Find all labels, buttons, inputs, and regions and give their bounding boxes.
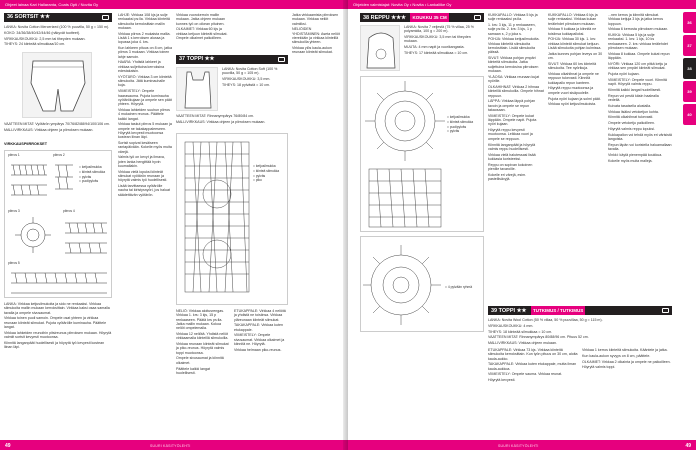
article-37-materials xyxy=(222,67,288,89)
a38-koukku: VIRKKAUSKOUKKU: 3,5 mm tai tiheyden mukaan. xyxy=(404,35,471,44)
side-tabs xyxy=(683,12,696,127)
a38-legend-2: = puolipylväs xyxy=(447,124,467,129)
article-37-body2: ETUKAPPALE: Virkkaa 4 neliötä ja yhdistä ne toisiinsa. Virkkaa yläreunaan kiinteät silmukat. TAKAKAPPALE: Virkkaa kuten etukappale. VIIMEISTELY: Ompele sivusaumat. Virkkaa olkaimet ja kiinnitä ne. Höyrytä. Virkkaa helmaan piko-reunus. xyxy=(234,309,286,352)
article-38-chart-box-2 xyxy=(360,236,484,332)
a36-tiheys: TIHEYS: 24 kiinteää silmukkaa/10 cm. xyxy=(4,42,66,47)
article-38-materials xyxy=(404,25,484,57)
article-38-col2: KUKKAPALLO: Virkkaa 5 kjs ja sulje renkaaksi ps:lla. 1. krs: 3 kjs, 11 p renkaaseen, sulje ps:lla. 2. krs: 3 kjs, 1 p samaan s, 2 p joka s. POHJA: Virkkaa ketjusilmukoita. Virkkaa kiinteitä silmukoita kerroksittain. Lisää silmukoita päissä. SIVUT: Virkkaa pohjan ympäri kiinteitä silmukoita. Jatka suljettuina kerroksina piirroksen mukaan. YLÄOSA: Virkkaa reunaan kujat nyörille. OLKAHIHNAT: Virkkaa 2 hihnaa kiinteillä silmukoilla. Ompele hihnat reppuun. LÄPPÄ: Virkkaa läppä pohjan tavoin ja ompele se repun takaosaan. VIIMEISTELY: Ompele kukat läppään. Ompele napit. Pujota nyöri kujaan. Höyrytä reppu kevyesti muotoonsa. Leikkaa vuori ja ompele se reppuun. Kiinnitä langanpäät ja höyrytä valmis reppu huolellisesti. Virkkaa vielä halutessasi lisää kukkasia koristeeksi. Reppu on sopivan kokoinen pienille tavaroille. Kokeile eri värejä, esim. pastellisävyjä. xyxy=(488,13,544,182)
piirros1-label: piirros 1 xyxy=(8,153,20,157)
piirros5-label: piirros 5 xyxy=(8,261,20,265)
camera-icon xyxy=(662,308,669,313)
article-36-difficulty: ★★ xyxy=(40,14,50,20)
camera-icon xyxy=(278,57,285,62)
side-tab-38[interactable]: 38 xyxy=(683,58,696,79)
piirros2-label: piirros 2 xyxy=(53,153,65,157)
a39-lanka: LANKA: Novita Wool Cotton (50 % villaa, 50 % puuvillaa, 50 g = 115 m). xyxy=(488,318,603,322)
a36-koko: KOKO: 34/36/38/40/42/44/46 (näkyvät tuotteet). xyxy=(4,30,81,35)
piirros5-chart xyxy=(9,269,109,295)
article-37-lace-chart xyxy=(177,134,289,306)
article-37-header xyxy=(176,55,288,64)
article-36-col2: LAHJE: Virkkaa 108 kjs ja sulje renkaaksi ps:lla. Virkkaa kiinteitä silmukoita kerroksittain mallin mukaan. Virkkaa piirros 2 mukaista mallia. Lisää 1 s kerroksen alussa ja lopussa joka 4. krs. Kun lahkeen pituus on 8 cm, jatka piirros 3 mukaan. Virkkaa toinen lahje samoin. HAARA: Yhdistä lahkeet ja virkkaa suljettuina kerroksina edestakaisin. VYÖTÄRÖ: Virkkaa 3 cm kiinteitä silmukoita. Jätä kuminauhalle kuja. VIIMEISTELY: Ompele haarasauma. Pujota kuminauha vyötärökujaan ja ompele sen päät yhteen. Höyrytä. Virkkaa lahkeiden suuhun piirros 4 mukainen reunus. Päättele kaikki langat. Virkkaa taskut piirros 5 mukaan ja ompele ne takakappaleeseen. Höyrytä kevyesti muotoonsa kostean liinan läpi. Sortsit sopivat kesäiseen rantapäivään. Kokeile myös muita värejä. Valmis työ on kevyt ja ilmava, joten lanka hengittää hyvin kuumallakin. Virkkaa vielä lopuksi kiinteät silmukat vyötärön reunaan ja höyrytä valmis työ huolellisesti. Lisää tarvittaessa vyötärölle nauha tai kiristysnyöri, jos haluat säädettävän vyötärön. xyxy=(118,13,172,197)
article-37-difficulty: ★★ xyxy=(204,56,215,62)
right-top-band: Ohjeiden valmistajat: Novita Oy • Novita • Lankaliike Oy xyxy=(348,0,696,9)
backpack-diagram xyxy=(360,25,400,71)
article-37-title: 37 TOPPI xyxy=(179,56,204,62)
article-39-body: ETUKAPPALE: Virkkaa 73 kjs. Virkkaa kiinteitä silmukoita kerroksittain. Kun työn pituus on 30 cm, aloita kaula-aukko. TAKAKAPPALE: Virkkaa kuten etukappale, mutta ilman kaula-aukkoa. VIIMEISTELY: Ompele sauma. Virkkaa reunat. Höyrytä kevyesti. xyxy=(488,348,578,383)
article-36-measures xyxy=(4,122,112,134)
a37-mitat: VAATTEEN MITAT: Rinnanympärys 76/80/84 cm. xyxy=(176,114,255,118)
article-36-title: 36 SORTSIT xyxy=(7,14,39,20)
left-top-band: Ohjeet lainaa Kari Hallaranta, Coats Opti / Novita Oy xyxy=(0,0,348,9)
piirros4-label: piirros 4 xyxy=(63,209,75,213)
article-37-measures xyxy=(176,114,288,126)
a38-legend-3: = pylväs xyxy=(447,129,460,134)
left-magazine-name: SUURI KÄSITYÖLEHTI xyxy=(150,444,191,448)
article-38-difficulty: ★★★ xyxy=(391,15,406,21)
a36-mallivirkkaus: MALLIVIRKKAUS: Virkkaa ohjeen ja piirroksen mukaan. xyxy=(4,127,94,132)
article-36-header xyxy=(4,13,112,22)
left-page-number: 49 xyxy=(5,443,11,449)
a39-koukku: VIRKKAUSKOUKKU: 4 mm. xyxy=(488,323,534,328)
article-38-badge: KOUKKU 35 CM xyxy=(412,15,447,20)
side-tab-40[interactable]: 40 xyxy=(683,104,696,125)
article-38-legend xyxy=(447,115,473,134)
a38-muuta: MUUTA: 4 mm napit ja vuorikangasta. xyxy=(404,45,465,50)
a37-legend-2: = pylväs xyxy=(253,173,266,178)
article-39-materials: LANKA: Novita Wool Cotton (50 % villaa, 50 % puuvillaa, 50 g = 115 m). VIRKKAUSKOUKKU: 4 mm. TIHEYS: 18 kiinteää silmukkaa = 10 cm. VAATTEEN MITAT: Rinnanympärys 80/88/96 cm. Pituus 52 cm. MALLIVIRKKAUS: Virkkaa ohjeen mukaan. xyxy=(488,318,672,347)
article-39-header xyxy=(488,306,672,315)
a37-legend-1: = kiinteä silmukka xyxy=(253,168,280,173)
a36-mitat: VAATTEEN MITAT: Vyötärön ympärys 70/76/82/88/94/100/106 cm. xyxy=(4,122,110,126)
a38-tiheys: TIHEYS: 17 kiinteää silmukkaa = 10 cm. xyxy=(404,50,469,55)
a38-legend-1: = kiinteä silmukka xyxy=(447,119,474,124)
right-page-number: 49 xyxy=(685,443,691,449)
article-38-note: = 4 pylvään ryhmä xyxy=(445,285,473,289)
side-tab-37[interactable]: 37 xyxy=(683,35,696,56)
a36-lanka: LANKA: Novita Cotton Mercerized (100 % puuvilla, 50 g = 150 m). xyxy=(4,25,110,29)
right-magazine-name: SUURI KÄSITYÖLEHTI xyxy=(498,444,539,448)
a36-legend-2: = pylväs xyxy=(79,174,92,179)
right-page xyxy=(348,0,696,450)
a36-legend-3: = puolipylväs xyxy=(79,179,99,184)
top-diagram xyxy=(176,67,218,111)
virkkauspiirrokset-heading: VIRKKAUSPIIRROKSET xyxy=(4,142,48,146)
piirros1-chart xyxy=(9,161,49,205)
article-39-difficulty: ★★ xyxy=(516,308,527,314)
article-36-materials xyxy=(4,25,112,48)
camera-icon xyxy=(474,15,481,20)
article-36-chart-box xyxy=(4,150,112,298)
article-39-body2: Virkkaa 1 kerros kiinteitä silmukoita. Kääntele ja jatka. Kun kaula-aukon syvyys on 8 cm, päättele. OLKAIMET: Virkkaa 2 olkainta ja ompele ne paikoilleen. Höyrytä valmis toppi. xyxy=(582,348,671,370)
a36-legend-1: = kiinteä silmukka xyxy=(79,169,106,174)
article-37-col4: Jatka virkkaamista piirroksen mukaan. Virkkaa neliöt valmiiksi. NELIÖIDEN YHDISTÄMINEN: Aseta neliöt vierekkäin ja virkkaa kiinteillä silmukoilla yhteen. Virkkaa ylös kaula-aukon reunaan kiinteät silmukat. xyxy=(292,13,340,55)
article-37-legend xyxy=(253,164,279,183)
piirros3-chart xyxy=(9,217,57,253)
article-39-badge: TUTKIMUS / TUTKIMUS xyxy=(533,308,584,313)
a37-koukku: VIRKKAUSKOUKKU: 3,5 mm. xyxy=(222,77,271,82)
a37-tiheys: TIHEYS: 18 pylvästä = 10 cm. xyxy=(222,82,271,87)
piirros2-chart xyxy=(53,161,75,205)
a37-legend-3: = piko xyxy=(253,178,262,183)
article-38-chart-box xyxy=(360,76,484,232)
a36-koukku: VIRKKAUSKOUKKU: 2,5 mm tai tiheyden mukaan. xyxy=(4,36,86,41)
article-38-col4: ...nen kerros ja kiinnitä silmukat. Virkkaa ketjuja 3 kjs ja jatka kerros loppuun. Virkkaa 6 kerrosta piirroksen mukaan. KUKKA: Virkkaa 5 kjs ja sulje renkaaksi. 1. krs: 1 kjs, 10 ks renkaaseen. 2. krs: virkkaa terälehdet piirroksen mukaan. Virkkaa 8 kukkaa. Ompele kukat repun läppään. NYÖRI: Virkkaa 120 cm pitkä ketju ja virkkaa sen ympäri kiinteät silmukat. Pujota nyöri kujaan. VIIMEISTELY: Ompele vuori. Kiinnitä napit. Höyrytä valmis reppu. Kiinnitä kaikki langat huolellisesti. Repun voi pestä käsin haalealla vedellä. Kuivata tasaisella alustalla. Virkkaa lisäksi vetoketjun kohta. Kiinnitä olkahihnat tukevasti. Ompele vetoketju paikoilleen. Höyrytä valmis reppu lopuksi. Kukkapallon voi tehdä myös eri värisistä langoista. Repun läpän voi koristella haluamallaan tavalla. Vinkki: käytä pienempää koukkua. Kokeile myös muita malleja. xyxy=(608,13,672,163)
a38-legend-0: = ketjusilmukka xyxy=(447,115,470,119)
a37-legend-0: = ketjusilmukka xyxy=(253,164,276,168)
article-36-body: LANKA: Virkkaa ketjusilmukoita ja sido ne renkaaksi. Virkkaa silmukoita mallin mukaan kerroksittain. Virkkaa kaksi osaa samalla tavalla ja ompele sivusaumat. Virkkaa toinen puoli samoin. Ompele osat yhteen ja virkkaa reunaan kiinteät silmukat. Pujota vyötärölle kuminauha. Päättele langat. Virkkaa lahkeiden reunoihin pitsireunus piirroksen mukaan. Höyrytä valmiit sortsit kevyesti muotoonsa. Kiinnitä langanpäät huolellisesti ja höyrytä työ kevyesti kostean liinan läpi. xyxy=(4,302,112,350)
piirros3-label: piirros 3 xyxy=(8,209,20,213)
article-37-body: NELIÖ: Virkkaa aloitusrengas. Virkkaa 1. krs: 3 kjs, 15 p renkaaseen. Päätä krs ps:lla. Jatka mallin mukaan. Kokoa neliöt ompelemalla. Virkkaa 12 neliötä. Yhdistä neliöt virkkaamalla kiinteillä silmukoilla. Virkkaa reunaan kiinteät silmukat ja piko-reunus. Höyrytä valmis toppi muotoonsa. Ompele sivusaumat ja kiinnitä olkaimet. Päättele kaikki langat huolellisesti. xyxy=(176,309,229,375)
article-38-col3: KUKKAPALLO: Virkkaa 6 kjs ja sulje renkaaksi. Virkkaa kukan terälehdet piirroksen mukaan. Virkkaa 9 kukkaa ja kiinnitä ne toisiinsa kukkapalloksi. POHJA: Virkkaa 30 kjs. 1. krs: virkkaa kiinteät silmukat ketjuun. Lisää silmukoita pohjan kulmissa. Jatka kunnes pohjan leveys on 30 cm. SIVUT: Virkkaa 60 krs kiinteitä silmukoita. Tee nyörikuja. Virkkaa olkahihnat ja ompele ne reppuun tukevasti. Kiinnitä kukkapallo repun kanteen. Höyrytä reppu muotoonsa ja ompele vuori sisäpuolelle. Pujota nyöri kujaan ja solmi päät. Virkkaa nyöri ketjusilmukoista. xyxy=(548,13,603,107)
piirros4-chart xyxy=(63,217,109,257)
a38-lanka: LANKA: Novita 7 veljestä (75 % villaa, 25 % polyamidia, 100 g = 200 m). xyxy=(404,25,474,34)
camera-icon xyxy=(102,15,109,20)
a36-body: LANKA: Virkkaa ketjusilmukoita ja sido ne renkaaksi. Virkkaa silmukoita mallin mukaan kerroksittain. Virkkaa kaksi osaa samalla tavalla ja ompele sivusaumat. xyxy=(4,302,110,315)
side-tab-36[interactable]: 36 xyxy=(683,12,696,33)
left-bottom-band xyxy=(0,440,348,450)
side-tab-39[interactable]: 39 xyxy=(683,81,696,102)
article-38-motif-chart xyxy=(361,77,485,233)
a37-lanka: LANKA: Novita Cotton Soft (100 % puuvilla, 50 g = 105 m). xyxy=(222,67,278,76)
article-36-legend xyxy=(79,165,105,184)
a39-tiheys: TIHEYS: 18 kiinteää silmukkaa = 10 cm. xyxy=(488,329,553,334)
article-37-intro: Virkkaa vuorokerroin mallin mukaan. Jatka ohjeen mukaan kunnes työ on oikean pituinen. OLKAIMET: Virkkaa 60 kjs ja virkkaa ketjuun kiinteät silmukat. Ompele olkaimet paikoilleen. xyxy=(176,13,228,40)
article-37-chart-box xyxy=(176,133,288,305)
a37-mallivirkkaus: MALLIVIRKKAUS: Virkkaa ohjeen ja piirroksen mukaan. xyxy=(176,119,266,124)
article-38-header xyxy=(360,13,484,22)
article-38-title: 38 REPPU xyxy=(363,15,390,21)
article-39-title: 39 TOPPI xyxy=(491,308,516,314)
a37-body: NELIÖ: Virkkaa aloitusrengas. Virkkaa 1. krs: 3 kjs, 15 p renkaaseen. Päätä krs ps:lla. Jatka mallin mukaan. Kokoa neliöt ompelemalla. xyxy=(176,309,225,331)
shorts-diagram xyxy=(22,52,92,118)
a38-kukkapallo: KUKKAPALLO: Virkkaa 5 kjs ja sulje renkaaksi ps:lla. xyxy=(488,13,538,22)
a36-legend-0: = ketjusilmukka xyxy=(79,165,102,169)
a38-body: POHJA: Virkkaa ketjusilmukoita. Virkkaa kiinteitä silmukoita kerroksittain. Lisää silmukoita päissä. xyxy=(488,37,540,55)
right-bottom-band xyxy=(348,440,696,450)
